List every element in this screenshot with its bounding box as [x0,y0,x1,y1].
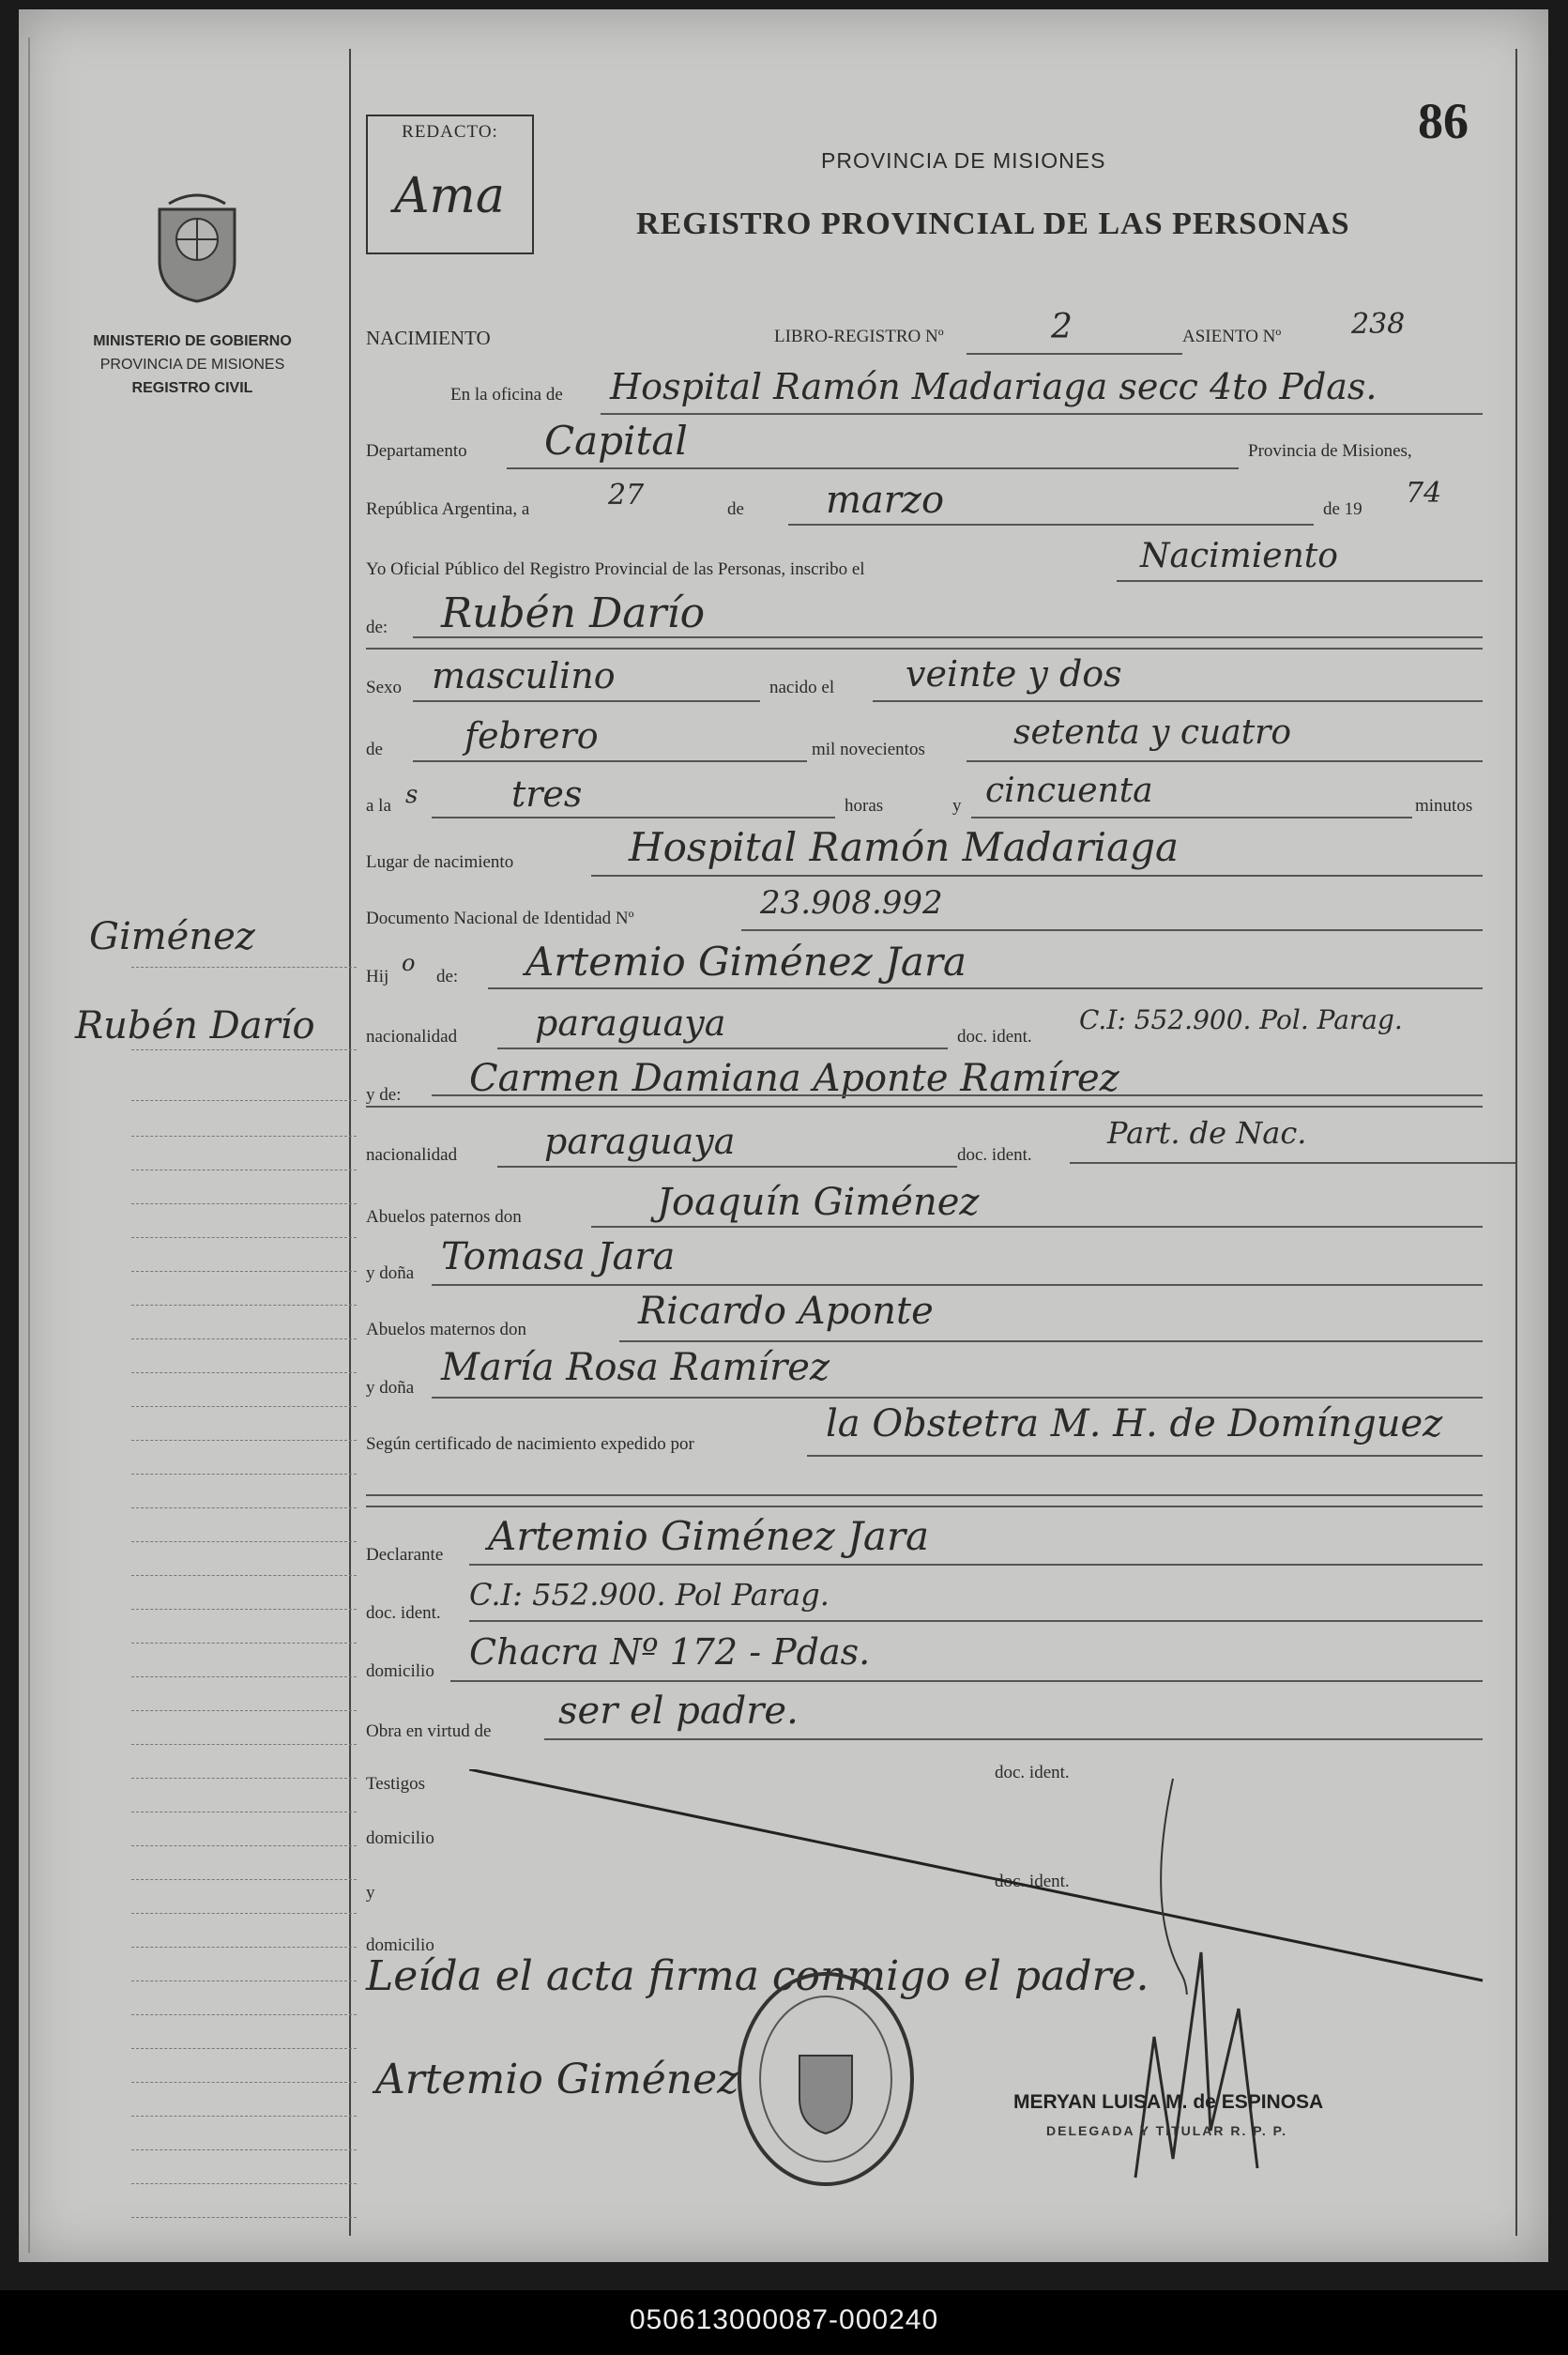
mother-name: Carmen Damiana Aponte Ramírez [469,1057,1119,1100]
ab-pat2-line [432,1284,1483,1286]
mil-label: mil novecientos [812,740,925,759]
redacto-box [366,115,534,254]
delegate-title: DELEGADA Y TITULAR R. P. P. [1046,2123,1288,2138]
minutos-label: minutos [1415,796,1473,816]
minutos-value: cincuenta [985,772,1153,810]
sexo-value: masculino [432,655,616,696]
madre-nac-label: nacionalidad [366,1145,458,1165]
ab-mat-line [619,1340,1483,1342]
oficial-line [1117,580,1483,582]
left-edge-line [28,38,30,2253]
hijo-label: Hij [366,967,389,986]
oficial-value: Nacimiento [1140,537,1338,575]
sexo-label: Sexo [366,678,402,697]
asiento-label: ASIENTO Nº [1182,327,1282,346]
domicilio-label: domicilio [366,1661,434,1681]
madre-nac-line [497,1166,957,1168]
madre-doc-label: doc. ident. [957,1145,1032,1165]
anio-nac-value: setenta y cuatro [1013,713,1292,752]
ab-pat2-label: y doña [366,1263,415,1283]
departamento-label: Departamento [366,441,467,461]
province-heading: PROVINCIA DE MISIONES [821,148,1106,173]
padre-nac-line [497,1048,948,1049]
mother-line-2 [366,1106,1483,1108]
hijo-de-label: de: [436,967,459,986]
redacto-initials: Ama [394,168,505,224]
registry-title: REGISTRO PROVINCIAL DE LAS PERSONAS [636,206,1350,241]
republica-label: República Argentina, a [366,499,530,519]
ab-pat-line [591,1226,1483,1228]
ab-pat2-value: Tomasa Jara [441,1235,676,1278]
nacido-label: nacido el [769,678,835,697]
ab-mat2-label: y doña [366,1378,415,1398]
page-number: 86 [1418,93,1469,149]
father-line [488,987,1483,989]
dni-line [741,929,1483,931]
nombre-line [413,636,1483,638]
ab-pat-label: Abuelos paternos don [366,1207,522,1227]
departamento-value: Capital [544,418,688,464]
ministry-line-3: REGISTRO CIVIL [131,380,253,396]
declarante-value: Artemio Giménez Jara [488,1513,930,1559]
hora-line [432,817,835,818]
day-value: 27 [608,479,645,512]
hijo-suffix: o [402,950,416,976]
ab-mat2-line [432,1397,1483,1399]
official-stamp-icon [732,1966,920,2192]
padre-nac-label: nacionalidad [366,1027,458,1047]
month-value: marzo [826,479,945,522]
padre-doc-value: C.I: 552.900. Pol. Parag. [1079,1004,1403,1035]
testigos-doc-label: doc. ident. [995,1763,1070,1782]
coat-of-arms-icon [150,191,244,303]
redacto-label: REDACTO: [402,122,498,142]
domicilio-value: Chacra Nº 172 - Pdas. [469,1631,871,1673]
lugar-value: Hospital Ramón Madariaga [629,824,1180,870]
nacido-value: veinte y dos [906,653,1122,695]
alas-num: s [405,781,419,809]
decl-doc-value: C.I: 552.900. Pol Parag. [469,1577,830,1613]
child-name: Rubén Darío [441,589,706,637]
padre-nac-value: paraguaya [535,1002,726,1044]
archive-id: 050613000087-000240 [629,2304,939,2335]
horas-label: horas [845,796,884,816]
hora-value: tres [511,773,583,815]
obra-value: ser el padre. [558,1690,799,1733]
official-signature [1098,1896,1286,2196]
record-type: NACIMIENTO [366,327,491,349]
year-label: de 19 [1323,499,1362,519]
oficial-label: Yo Oficial Público del Registro Provincial de las Personas, inscribo el [366,559,865,579]
minutos-line [971,817,1412,818]
oficina-line [601,413,1483,415]
document-page [19,9,1548,2262]
father-signature: Artemio Giménez [375,2056,739,2103]
cert-line-3 [366,1506,1483,1507]
decl-doc-line [469,1620,1483,1622]
anio-nac-line [967,760,1483,762]
right-margin-line [1515,49,1517,2236]
left-margin-line [349,49,351,2236]
dni-label: Documento Nacional de Identidad Nº [366,909,634,928]
madre-doc-value: Part. de Nac. [1107,1115,1307,1151]
y-label: y [952,796,962,816]
mes-nac-label: de [366,740,383,759]
libro-label: LIBRO-REGISTRO Nº [774,327,944,346]
oficina-value: Hospital Ramón Madariaga secc 4to Pdas. [610,366,1378,407]
nombre-line-2 [366,648,1483,650]
ab-mat-label: Abuelos maternos don [366,1320,526,1339]
lugar-line [591,875,1483,877]
margin-note-surname: Giménez [89,915,255,958]
obra-line [544,1738,1483,1740]
padre-doc-label: doc. ident. [957,1027,1032,1047]
decl-doc-label: doc. ident. [366,1603,441,1623]
libro-line [967,353,1182,355]
ministry-line-2: PROVINCIA DE MISIONES [99,357,285,373]
departamento-line [507,467,1239,469]
ab-pat-value: Joaquín Giménez [657,1181,980,1224]
year-value: 74 [1406,477,1442,510]
sexo-line [413,700,760,702]
de-label: de [727,499,744,519]
margin-note-name: Rubén Darío [75,1004,315,1048]
madre-doc-line [1070,1162,1515,1164]
lugar-label: Lugar de nacimiento [366,852,514,872]
asiento-value: 238 [1351,308,1406,341]
testigos-label: Testigos [366,1774,426,1794]
cert-line-2 [366,1494,1483,1496]
month-line [788,524,1314,526]
leida-value: Leída el acta firma conmigo el padre. [366,1952,1149,2000]
testigos-dom2-label: domicilio [366,1935,434,1955]
alas-label: a la [366,796,391,816]
testigos-doc2-label: doc. ident. [995,1872,1070,1891]
mes-nac-line [413,760,807,762]
delegate-name: MERYAN LUISA M. de ESPINOSA [1013,2091,1324,2113]
provincia-label: Provincia de Misiones, [1248,441,1412,461]
libro-value: 2 [1051,308,1073,346]
testigos-dom-label: domicilio [366,1828,434,1848]
cert-value: la Obstetra M. H. de Domínguez [826,1402,1443,1445]
testigos-y-label: y [366,1883,375,1903]
mother-line [432,1094,1483,1096]
nombre-label: de: [366,618,388,637]
cert-label: Según certificado de nacimiento expedido por [366,1434,694,1454]
declarante-label: Declarante [366,1545,444,1565]
ministry-line-1: MINISTERIO DE GOBIERNO [93,333,292,349]
cert-line [807,1455,1483,1457]
nacido-line [873,700,1483,702]
yde-label: y de: [366,1085,402,1105]
ab-mat-value: Ricardo Aponte [638,1290,934,1333]
declarante-line [469,1564,1483,1566]
mes-nac-value: febrero [464,715,599,757]
obra-label: Obra en virtud de [366,1721,492,1741]
oficina-label: En la oficina de [450,385,563,405]
madre-nac-value: paraguaya [544,1121,736,1162]
dni-value: 23.908.992 [760,884,943,922]
father-name: Artemio Giménez Jara [525,939,967,985]
domicilio-line [450,1680,1483,1682]
ab-mat2-value: María Rosa Ramírez [441,1346,830,1389]
